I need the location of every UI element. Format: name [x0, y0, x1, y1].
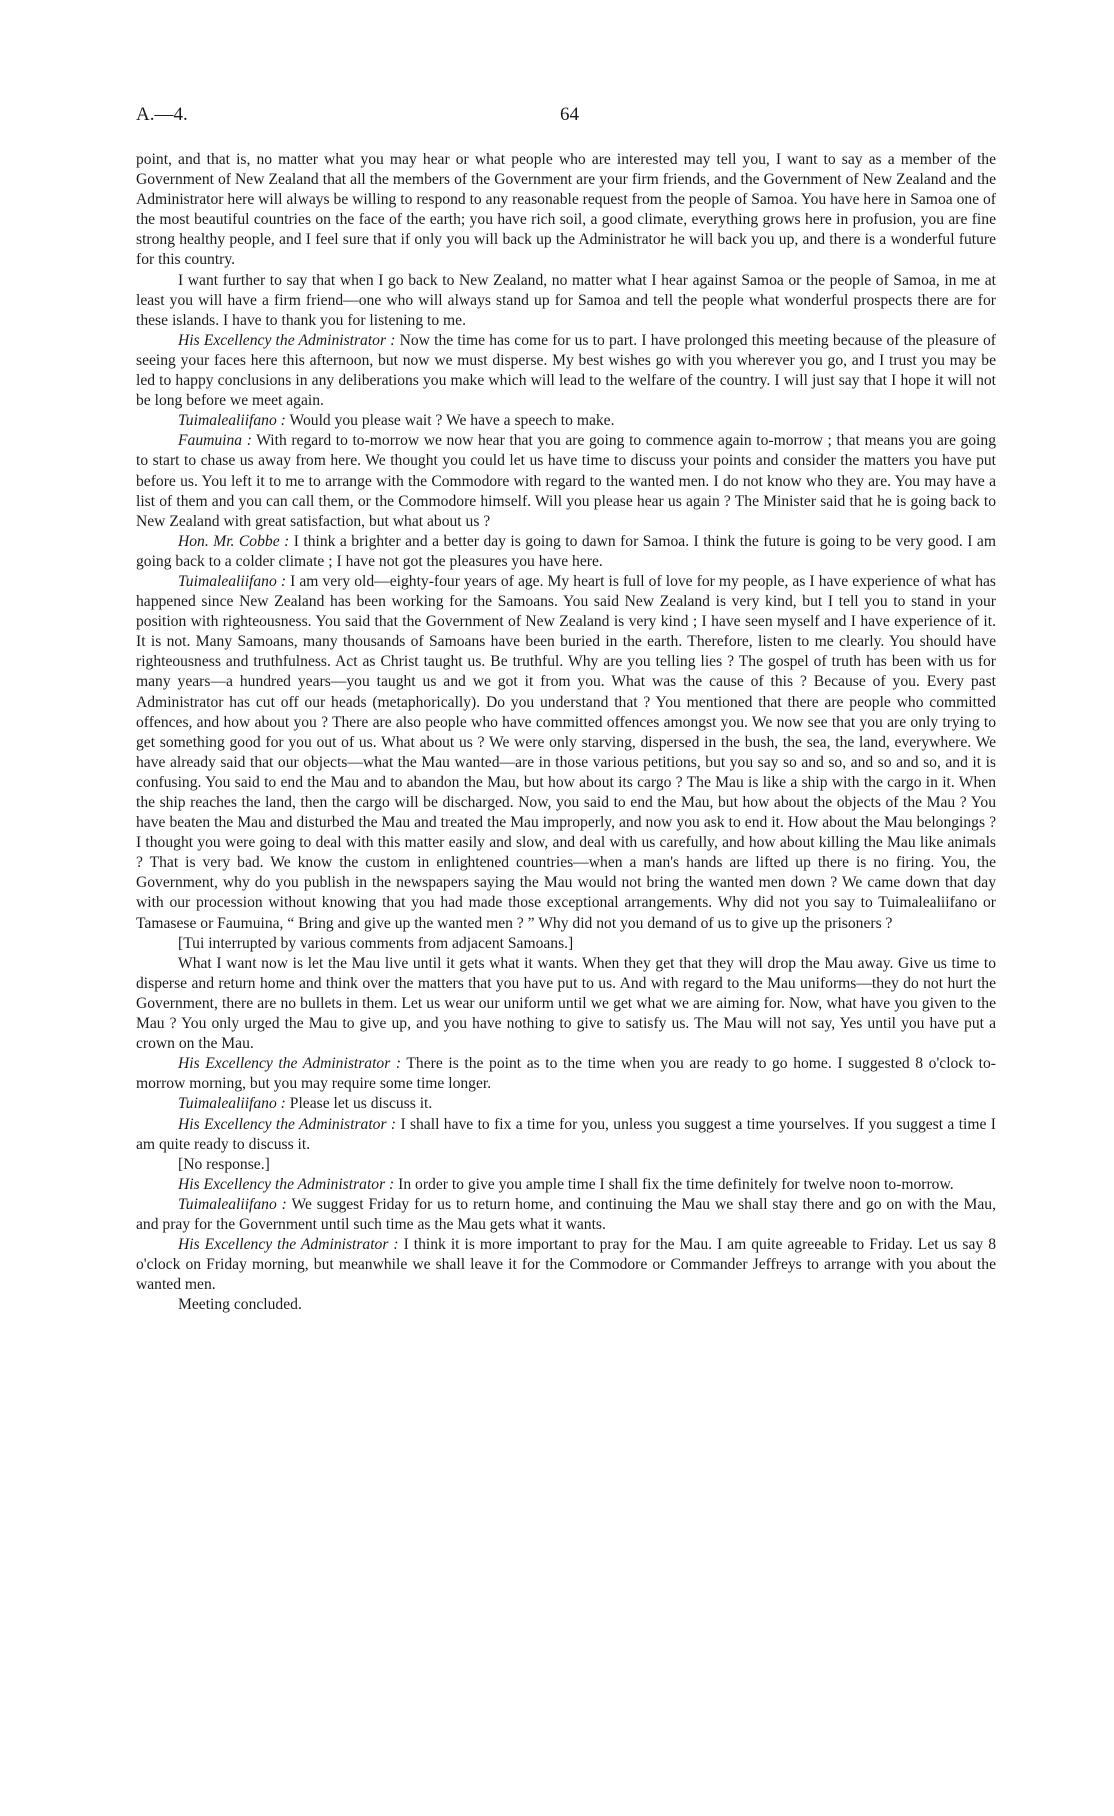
- paragraph: [136, 1295, 996, 1315]
- document-body: [136, 150, 996, 1315]
- paragraph: [136, 1094, 996, 1114]
- paragraph-text: point, and that is, no matter what you may hear or what people who are interested may tell you, I want to say as a member of the Government of New Zealand that all the members of the Government are your firm friends, and the Government of New Zealand and the Administrator here will always be willing to respond to any reasonable request from the people of Samoa. You have here in Samoa one of the most beautiful countries on the face of the earth; you have rich soil, a good climate, everything grows here in profusion, you are fine strong healthy people, and I feel sure that if only you will back up the Administrator he will back you up, and there is a wonderful future for this country.: [136, 151, 996, 269]
- paragraph: [136, 934, 996, 954]
- paragraph: [136, 954, 996, 1054]
- paragraph: [136, 1175, 996, 1195]
- speaker-name: His Excellency the Administrator :: [178, 1236, 399, 1254]
- paragraph-text: Would you please wait ? We have a speech to make.: [289, 412, 615, 430]
- paragraph: [136, 572, 996, 934]
- speaker-name: Faumuina :: [178, 432, 252, 450]
- paragraph: [136, 1235, 996, 1295]
- stage-direction: [Tui interrupted by various comments from adjacent Samoans.]: [178, 934, 574, 952]
- speaker-name: Tuimalealiifano :: [178, 572, 287, 590]
- paragraph: [136, 150, 996, 271]
- speaker-name: His Excellency the Administrator :: [178, 1055, 402, 1073]
- paragraph: [136, 271, 996, 331]
- paragraph-text: I shall have to fix a time for you, unless you suggest a time yourselves. If you suggest a time I am quite ready to discuss it.: [136, 1115, 996, 1153]
- speaker-name: His Excellency the Administrator :: [178, 1115, 397, 1133]
- paragraph: [136, 411, 996, 431]
- paragraph-text: I think a brighter and a better day is going to dawn for Samoa. I think the future is going to be very good. I am going back to a colder climate ; I have not got the pleasures you have here.: [136, 532, 996, 570]
- paragraph-text: I want further to say that when I go back to New Zealand, no matter what I hear against Samoa or the people of Samoa, in me at least you will have a firm friend—one who will always stand up for Samoa and tell the people what wonderful prospects there are for these islands. I have to thank you for listening to me.: [136, 271, 996, 329]
- stage-direction: [No response.]: [178, 1155, 270, 1173]
- paragraph-text: In order to give you ample time I shall fix the time definitely for twelve noon to-morrow.: [398, 1175, 954, 1193]
- paragraph-text: Please let us discuss it.: [289, 1095, 433, 1113]
- paragraph: [136, 1054, 996, 1094]
- speaker-name: Tuimalealiifano :: [178, 1095, 286, 1113]
- paragraph: [136, 1195, 996, 1235]
- paragraph-text: We suggest Friday for us to return home, and continuing the Mau we shall stay there and go on with the Mau, and pray for the Government until such time as the Mau gets what it wants.: [136, 1195, 996, 1233]
- speaker-name: Tuimalealiifano :: [178, 412, 286, 430]
- paragraph-text: With regard to to-morrow we now hear that you are going to commence again to-morrow ; that means you are going to start to chase us away from here. We thought you could let us have time to discuss your points and consider the matters you have put before us. You left it to me to arrange with the Commodore with regard to the wanted men. I do not know who they are. You may have a list of them and you can call them, or the Commodore himself. Will you please hear us again ? The Minister said that he is going back to New Zealand with great satisfaction, but what about us ?: [136, 432, 996, 530]
- paragraph-text: I think it is more important to pray for the Mau. I am quite agreeable to Friday. Let us say 8 o'clock on Friday morning, but meanwhile we shall leave it for the Commodore or Commander Jeffreys to arrange with you about the wanted men.: [136, 1236, 996, 1294]
- speaker-name: His Excellency the Administrator :: [178, 331, 396, 349]
- paragraph-text: What I want now is let the Mau live until it gets what it wants. When they get that they will drop the Mau away. Give us time to disperse and return home and think over the matters that you have put to us. And with regard to the Mau uniforms—they do not hurt the Government, there are no bullets in them. Let us wear our uniform until we get what we are aiming for. Now, what have you given to the Mau ? You only urged the Mau to give up, and you have nothing to give to satisfy us. The Mau will not say, Yes until you have put a crown on the Mau.: [136, 954, 996, 1053]
- paragraph: [136, 1155, 996, 1175]
- paragraph-text: Now the time has come for us to part. I have prolonged this meeting because of the pleasure of seeing your faces here this afternoon, but now we must disperse. My best wishes go with you wherever you go, and I trust you may be led to happy conclusions in any deliberations you make which will lead to the welfare of the country. I will just say that I hope it will not be long before we meet again.: [136, 331, 996, 410]
- page-number: 64: [560, 104, 579, 125]
- closing-line: Meeting concluded.: [178, 1296, 302, 1314]
- speaker-name: His Excellency the Administrator :: [178, 1175, 395, 1193]
- paragraph-text: I am very old—eighty-four years of age. My heart is full of love for my people, as I have experience of what has happened since New Zealand has been working for the Samoans. You said New Zealand is very kind, but I tell you to stand in your position with righteousness. You said that the Government of New Zealand is very kind ; I have seen myself and I have experience of it. It is not. Many Samoans, many thousands of Samoans have been buried in the earth. Therefore, listen to me clearly. You should have righteousness and truthfulness. Act as Christ taught us. Be truthful. Why are you telling lies ? The gospel of truth has been with us for many years—a hundred years—you taught us and we got it from you. What was the cause of this ? Because of you. Every past Administrator has cut off our heads (metaphorically). Do you understand that ? You mentioned that there are people who committed offences, and how about you ? There are also people who have committed offences amongst you. We now see that you are only trying to get something good for you out of us. What about us ? We were only starving, dispersed in the bush, the sea, the land, everywhere. We have already said that our objects—what the Mau wanted—are in those various petitions, but you say so and so, and so and so, and it is confusing. You said to end the Mau and to abandon the Mau, but how about its cargo ? The Mau is like a ship with the cargo in it. When the ship reaches the land, then the cargo will be discharged. Now, you said to end the Mau, but how about the objects of the Mau ? You have beaten the Mau and disturbed the Mau and treated the Mau improperly, and now you ask to end it. How about the Mau belongings ? I thought you were going to deal with this matter easily and slow, and deal with us carefully, and how about killing the Mau like animals ? That is very bad. We know the custom in enlightened countries—when a man's hands are lifted up there is no firing. You, the Government, why do you publish in the newspapers saying the Mau would not bring the wanted men down ? We came down that day with our procession without knowing that you had made those exceptional arrangements. Why did not you say to Tuimalealiifano or Tamasese or Faumuina, “ Bring and give up the wanted men ? ” Why did not you demand of us to give up the prisoners ?: [136, 572, 996, 932]
- paragraph: [136, 532, 996, 572]
- speaker-name: Tuimalealiifano :: [178, 1195, 287, 1213]
- paragraph: [136, 1115, 996, 1155]
- paragraph: [136, 331, 996, 411]
- paragraph: [136, 431, 996, 531]
- document-reference: A.—4.: [136, 104, 188, 125]
- paragraph-text: There is the point as to the time when you are ready to go home. I suggested 8 o'clock to-morrow morning, but you may require some time longer.: [136, 1055, 996, 1093]
- page-header: [136, 104, 996, 134]
- speaker-name: Hon. Mr. Cobbe :: [178, 532, 290, 550]
